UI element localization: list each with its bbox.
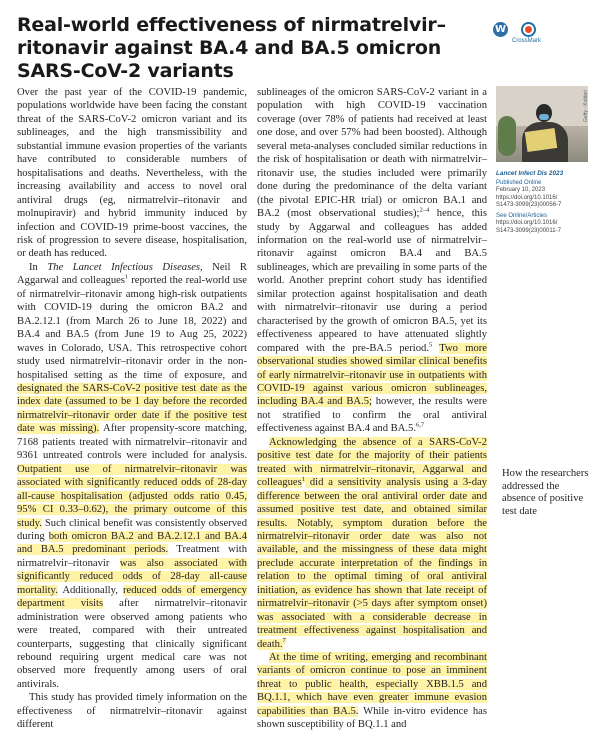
doi-link[interactable]: https://doi.org/10.1016/ [496,220,558,226]
article-photo [496,86,588,162]
paragraph [257,651,487,732]
reference-link[interactable]: 2–4 [419,206,430,214]
w-logo-icon[interactable]: W [494,24,507,35]
photo-credit: Getty - Koldari [583,90,589,122]
margin-annotation: How the researchers addressed the absence of positive test date [502,468,589,517]
article-title: Real-world effectiveness of nirmatrelvir–ritonavir against BA.4 and BA.5 omicron SARS-CoV-2 variants [17,14,446,82]
highlight: did a sensitivity analysis using a 3-day difference between the oral antiviral order date and assumed positive test date, and obtained similar results. Notably, symptom duration before the nirmatrelvir–ritonavir order date was also not available, and the missingness of these data might preclude accurate interpretation of the findings in relation to the optimal timing of oral antiviral initiation, as evidence has shown that late receipt of nirmatrelvir–ritonavir (>5 days after symptom onset) was associated with a considerable decrease in treatment effectiveness against hospitalisation and death. [257,477,487,650]
text: Such clinical benefit was consistently observed during [17,517,247,542]
text: after nirmatrelvir–ritonavir administration were observed among patients who were treated, compared with their untreated counterparts, suggesting that clinically significant rebound requiring urgent medical care was not observed more frequently among users of oral antivirals. [17,598,247,690]
text: While in-vitro evidence has shown susceptibility of BQ.1.1 and [257,705,487,731]
highlight: At the time of writing, emerging and recombinant variants of omicron continue to pose an imminent threat to public health, especially XBB.1.5 and BQ.1.1, which have even greater immune evasion capabilities than BA.5. [257,652,487,717]
article-sidebar [496,170,596,238]
crossmark-icon[interactable] [521,22,536,37]
body-column-left [17,86,247,732]
journal-citation: Lancet Infect Dis 2023 [496,170,564,177]
reference-link[interactable]: 5 [428,341,433,349]
reference-link[interactable]: 6,7 [415,421,425,429]
paragraph: This study has provided timely information on the effectiveness of nirmatrelvir–ritonavir against different [17,692,247,731]
journal-name: The Lancet Infectious Diseases [47,261,201,273]
text: reported the real-world use of nirmatrelvir–ritonavir among high-risk outpatients with COVID-19 during the omicron BA.2 and BA.2.12.1 (from March 26 to June 18, 2022) and BA.4 and BA.5 (from June 19 to Aug 25, 2022) waves in Colorado, USA. This retrospective cohort study used nirmatrelvir–ritonavir order in the non-hospitalised setting as the time of exposure, and [17,275,247,381]
highlight: Outpatient use of nirmatrelvir–ritonavir was associated with significantly reduced odds of 28-day all-cause hospitalisation (adjusted odds ratio 0.45, 95% CI 0.33–0.62), the primary outcome of this study. [17,463,247,529]
paragraph [17,261,247,692]
text: sublineages of the omicron SARS-CoV-2 variant in a population with high COVID-19 vaccination coverage (over 78% of patients had received at least one dose, and over 57% had been boosted). Although several meta-analyses concluded similar reductions in the risk of hospitalisation or death with nirmatrelvir–ritonavir use, the studies included were primarily done during the predominance of the delta variant (the pivotal EPIC-HR trial) or omicron BA.1 and BA.2 (most observational studies); [257,87,487,220]
reference-link[interactable]: 1 [301,475,305,483]
see-online-label: See Online/Articles [496,212,548,219]
published-date: February 10, 2023 [496,187,546,193]
highlight: designated the SARS-CoV-2 positive test date as the index date (assumed to be 1 day before the recorded nirmatrelvir–ritonavir order date if the positive test date was missing). [17,382,247,435]
text: In [29,261,48,273]
crossmark-label[interactable]: CrossMark [512,38,542,44]
publisher-logos [493,22,573,52]
highlight: Acknowledging the absence of a SARS-CoV-2 positive test date for the majority of their patients treated with nirmatrelvir–ritonavir, Aggarwal and colleagues [257,436,487,489]
highlight: both omicron BA.2 and BA.2.12.1 and BA.4 and BA.5 predominant periods. [17,530,248,556]
text: however, the results were not stratified to confirm the oral antiviral effectiveness against BA.4 and BA.5. [257,396,487,435]
text: Treatment with nirmatrelvir–ritonavir [17,544,247,569]
doi-link[interactable]: https://doi.org/10.1016/ [496,194,558,201]
reference-link[interactable]: 1 [124,273,129,281]
highlight: was also associated with significantly reduced odds of 28-day all-cause mortality. [17,557,247,596]
body-column-right [257,86,487,732]
paragraph: Over the past year of the COVID-19 pandemic, populations worldwide have been facing the constant threat of the SARS-CoV-2 omicron variant and its sublineages, and the high transmissibility and substantial immune evasion properties of the variants have contributed to considerable numbers of hospitalisations and deaths. Nevertheless, with the increasing availability and access to novel oral antiviral drugs (eg, nirmatrelvir–ritonavir and molnupiravir) and hybrid immunity induced by infection and COVID-19 prime-boost vaccines, the risk of progression to severe disease, hospitalisation, or death has reduced. [17,87,247,260]
reference-link[interactable]: 7 [282,637,286,645]
published-label: Published Online [496,179,542,186]
text: Additionally, [57,584,123,596]
paragraph [257,436,487,651]
doi-link-cont[interactable]: S1473-3099(23)00011-7 [496,227,561,234]
text: hence, this study by Aggarwal and colleagues has added information on the real-world use of nirmatrelvir–ritonavir against omicron BA.4 and BA.5 sublineages, which are prevailing in some parts of the world. Another preprint cohort study has identified similar protection against hospitalisation and death with nirmatrelvir–ritonavir use during a period characterised by the growth of omicron BA.5, yet its effectiveness appeared to have attenuated slightly compared with the pre-BA.5 period. [257,208,488,354]
paragraph [257,86,487,436]
text: , Neil R Aggarwal and colleagues [17,261,247,287]
text: After propensity-score matching, 7168 patients treated with nirmatrelvir–ritonavir and 9361 untreated controls were included for analysis. [17,423,247,462]
doi-link-cont[interactable]: S1473-3099(23)00056-7 [496,202,562,208]
highlight: reduced odds of emergency department visits [17,584,247,610]
highlight: Two more observational studies showed similar clinical benefits of early nirmatrelvir–ritonavir use in outpatients with COVID-19 against various omicron sublineages, including BA.4 and BA.5; [257,342,487,408]
